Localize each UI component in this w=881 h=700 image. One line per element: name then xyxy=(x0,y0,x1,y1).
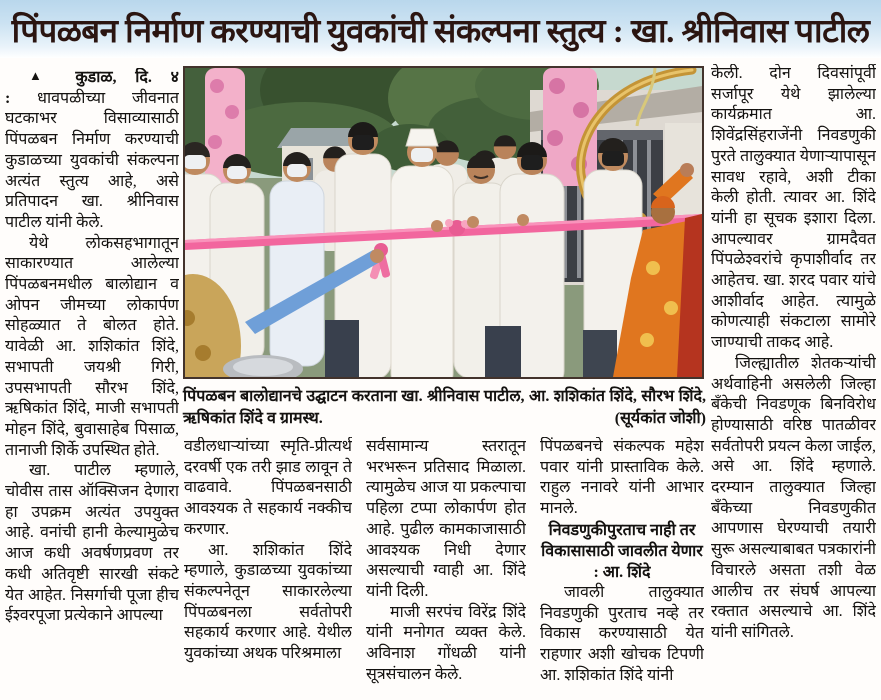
col2-paragraph-1: वडीलधाऱ्यांच्या स्मृति-प्रीत्यर्थ दरवर्षी एक तरी झाड लावून ते वाढवावे. पिंपळबनसाठी आवश्यक ते सहकार्य नक्कीच करणार. xyxy=(184,438,352,538)
col1-paragraph-3: खा. पाटील म्हणाले, चोवीस तास ऑक्सिजन देणारा हा उपक्रम अत्यंत उपयुक्त आहे. वनांची हानी केल्यामुळेच आज कधी अवर्षणप्रवण तर कधी अतिवृष्टी सारखी संकटे येत आहेत. निसर्गाची पूजा हीच ईश्वरपूजा प्रत्येकाने आपल्या xyxy=(5,462,179,625)
headline-band xyxy=(0,0,881,58)
column-3 xyxy=(366,437,526,697)
col4-paragraph-1: पिंपळबनचे संकल्पक महेश पवार यांनी प्रास्ताविक केले. राहुल ननावरे यांनी आभार मानले. xyxy=(540,438,704,518)
ceremony-photo xyxy=(185,68,702,377)
person xyxy=(270,152,324,366)
photo-caption xyxy=(183,386,706,432)
page-title: पिंपळबन निर्माण करण्याची युवकांची संकल्पना स्तुत्य : खा. श्रीनिवास पाटील xyxy=(11,13,870,50)
dateline: कुडाळ, दि. ४ : xyxy=(5,69,179,107)
column-5 xyxy=(711,64,876,696)
col1-paragraph-2: येथे लोकसहभागातून साकारण्यात आलेल्या पिंपळबनमधील बालोद्यान व ओपन जीमच्या लोकार्पण सोहळ्यात ते बोलत होते. यावेळी आ. शशिकांत शिंदे, सभापती जयश्री गिरी, उपसभापती सौरभ शिंदे, ऋषिकांत शिंदे, माजी सभापती मोहन शिंदे, बुवासाहेब पिसाळ, तानाजी शिर्के उपस्थित होते. xyxy=(5,234,179,459)
column-1 xyxy=(5,68,179,696)
col1-p1-text: धावपळीच्या जीवनात घटकाभर विसाव्यासाठी पिंपळबन निर्माण करण्याची कुडाळच्या युवकांची संकल्पना अत्यंत स्तुत्य आहे, असे प्रतिपादन खा. श्रीनिवास पाटील यांनी केले. xyxy=(5,89,179,231)
column-4 xyxy=(540,437,704,697)
col3-paragraph-1: सर्वसामान्य स्तरातून भरभरून प्रतिसाद मिळाला. त्यामुळेच आज या प्रकल्पाचा पहिला टप्पा लोकार्पण होत आहे. पुढील कामकाजासाठी आवश्यक निधी देणार असल्याची ग्वाही आ. शिंदे यांनी दिली. xyxy=(366,438,526,600)
photo-frame xyxy=(183,66,704,379)
dateline-triangle-icon: ▲ xyxy=(29,68,57,83)
column-2 xyxy=(184,437,352,697)
col3-paragraph-2: माजी सरपंच विरेंद्र शिंदे यांनी मनोगत व्यक्त केले. अविनाश गोंधळी यांनी सूत्रसंचालन केले. xyxy=(366,603,526,683)
col4-paragraph-2: जावली तालुक्यात निवडणुकी पुरताच नव्हे तर विकास करण्यासाठी येत राहणार अशी खोचक टिपणी आ. शशिकांत शिंदे यांनी xyxy=(540,583,704,684)
col1-paragraph-1 xyxy=(5,68,179,234)
sub-headline: निवडणुकीपुरताच नाही तर विकासासाठी जावलीत येणार : आ. शिंदे xyxy=(541,521,703,581)
col2-paragraph-2: आ. शशिकांत शिंदे म्हणाले, कुडाळच्या युवकांच्या संकल्पनेतून साकारलेल्या पिंपळबनला सर्वतोपरी सहकार्य करणार आहे. येथील युवकांच्या अथक परिश्रमाला xyxy=(184,541,352,663)
caption-text: पिंपळबन बालोद्यानचे उद्घाटन करताना खा. श्रीनिवास पाटील, आ. शशिकांत शिंदे, सौरभ शिंदे, ऋषिकांत शिंदे व ग्रामस्थ. xyxy=(183,388,706,427)
col5-paragraph-1: केली. दोन दिवसांपूर्वी सर्जापूर येथे झालेल्या कार्यक्रमात आ. शिवेंद्रसिंहराजेंनी निवडणुकी पुरते तालुक्यात येणाऱ्यापासून सावध रहावे, अशी टीका केली होती. त्यावर आ. शिंदे यांनी हा सूचक इशारा दिला. आपल्यावर ग्रामदैवत पिंपळेश्वरांचे कृपाशीर्वाद तर आहेतच. खा. शरद पवार यांचे आशीर्वाद आहेत. त्यामुळे कोणत्याही संकटाला सामोरे जाण्याची ताकद आहे. xyxy=(711,65,876,352)
col5-paragraph-2: जिल्ह्यातील शेतकऱ्यांची अर्थवाहिनी असलेली जिल्हा बँकेची निवडणूक बिनविरोध होण्यासाठी वरिष्ठ पातळीवर सर्वतोपरी प्रयत्न केला जाईल, असे आ. शिंदे म्हणाले. दरम्यान तालुक्यात जिल्हा बँकेच्या निवडणुकीत आपणास घेरण्याची तयारी सुरू असल्याबाबत पत्रकारांनी विचारले असता तशी वेळ आलीच तर संघर्ष आपल्या रक्तात असल्याचे आ. शिंदे यांनी सांगितले. xyxy=(711,354,876,641)
photo-credit: (सूर्यकांत जोशी) xyxy=(614,410,706,427)
